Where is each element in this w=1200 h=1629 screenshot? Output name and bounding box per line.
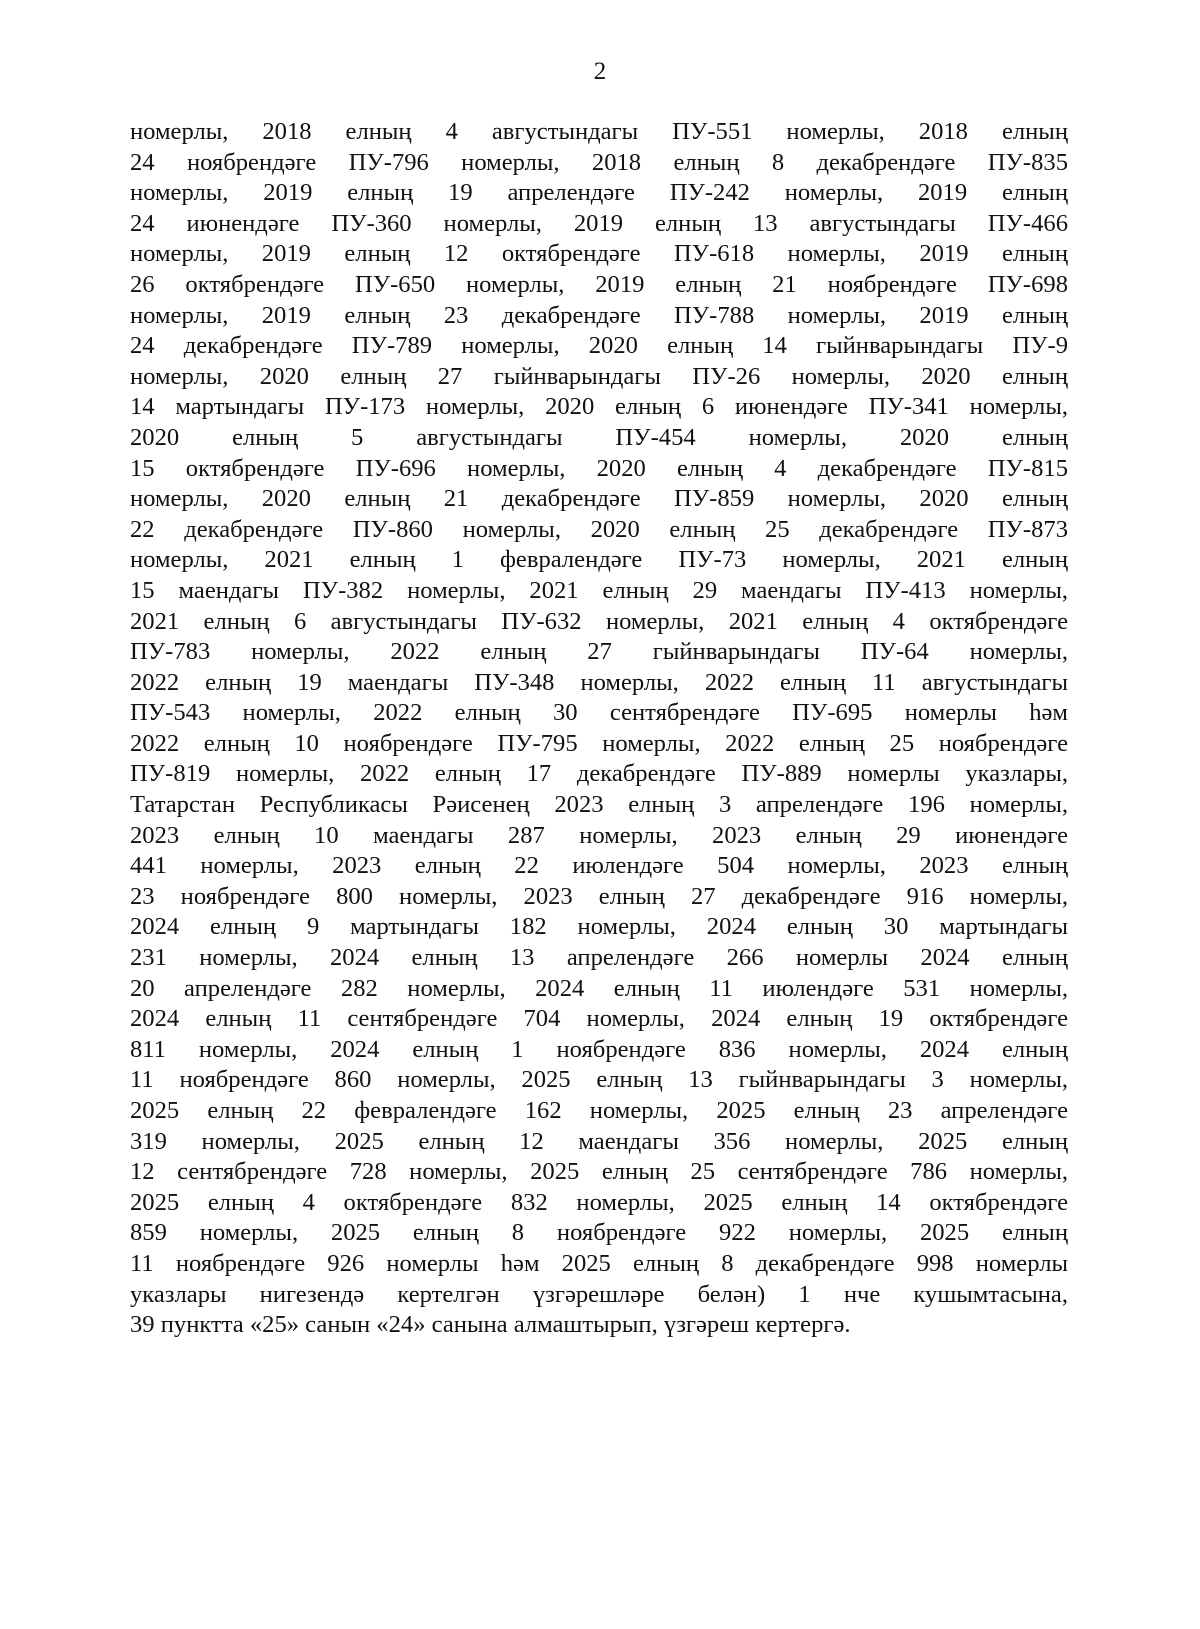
text-line: 2022 елның 19 маендагы ПУ-348 номерлы, 2022 елның 11 августындагы [130,668,1068,696]
text-line: номерлы, 2020 елның 21 декабрендәге ПУ-859 номерлы, 2020 елның [130,485,1068,513]
text-line: 2023 елның 10 маендагы 287 номерлы, 2023 елның 29 июнендәге [130,821,1068,849]
text-line: номерлы, 2021 елның 1 февралендәге ПУ-73 номерлы, 2021 елның [130,546,1068,574]
text-line: 859 номерлы, 2025 елның 8 ноябрендәге 922 номерлы, 2025 елның [130,1219,1068,1247]
text-line: ПУ-543 номерлы, 2022 елның 30 сентябрендәге ПУ-695 номерлы һәм [130,699,1068,727]
text-line: 12 сентябрендәге 728 номерлы, 2025 елның 25 сентябрендәге 786 номерлы, [130,1158,1068,1186]
text-line-last: 39 пунктта «25» санын «24» санына алмаштырып, үзгәреш кертергә. [130,1311,851,1339]
body-text [130,117,1068,1341]
text-line: 20 апрелендәге 282 номерлы, 2024 елның 11 июлендәге 531 номерлы, [130,974,1068,1002]
text-line: 24 декабрендәге ПУ-789 номерлы, 2020 елның 14 гыйнварындагы ПУ-9 [130,332,1068,360]
text-line: 11 ноябрендәге 860 номерлы, 2025 елның 13 гыйнварындагы 3 номерлы, [130,1066,1068,1094]
text-line: 2025 елның 4 октябрендәге 832 номерлы, 2025 елның 14 октябрендәге [130,1188,1068,1216]
text-line: 15 маендагы ПУ-382 номерлы, 2021 елның 29 маендагы ПУ-413 номерлы, [130,576,1068,604]
text-line: 11 ноябрендәге 926 номерлы һәм 2025 елның 8 декабрендәге 998 номерлы [130,1249,1068,1277]
text-line: 2020 елның 5 августындагы ПУ-454 номерлы, 2020 елның [130,423,1068,451]
text-line: 2021 елның 6 августындагы ПУ-632 номерлы, 2021 елның 4 октябрендәге [130,607,1068,635]
text-line: 14 мартындагы ПУ-173 номерлы, 2020 елның 6 июнендәге ПУ-341 номерлы, [130,393,1068,421]
text-line: номерлы, 2019 елның 19 апрелендәге ПУ-242 номерлы, 2019 елның [130,179,1068,207]
text-line: указлары нигезендә кертелгән үзгәрешләре белән) 1 нче кушымтасына, [130,1280,1068,1308]
text-line: ПУ-819 номерлы, 2022 елның 17 декабрендәге ПУ-889 номерлы указлары, [130,760,1068,788]
text-line: 441 номерлы, 2023 елның 22 июлендәге 504 номерлы, 2023 елның [130,852,1068,880]
text-line: 15 октябрендәге ПУ-696 номерлы, 2020 елның 4 декабрендәге ПУ-815 [130,454,1068,482]
text-line: номерлы, 2018 елның 4 августындагы ПУ-551 номерлы, 2018 елның [130,118,1068,145]
text-line: 231 номерлы, 2024 елның 13 апрелендәге 266 номерлы 2024 елның [130,944,1068,972]
text-line: 22 декабрендәге ПУ-860 номерлы, 2020 елның 25 декабрендәге ПУ-873 [130,515,1068,543]
text-line: 23 ноябрендәге 800 номерлы, 2023 елның 27 декабрендәге 916 номерлы, [130,882,1068,910]
text-line: номерлы, 2019 елның 12 октябрендәге ПУ-618 номерлы, 2019 елның [130,240,1068,268]
text-line: Татарстан Республикасы Рәисенең 2023 елның 3 апрелендәге 196 номерлы, [130,791,1068,819]
text-line: 24 ноябрендәге ПУ-796 номерлы, 2018 елның 8 декабрендәге ПУ-835 [130,148,1068,176]
text-line: 26 октябрендәге ПУ-650 номерлы, 2019 елның 21 ноябрендәге ПУ-698 [130,270,1068,298]
text-line: 319 номерлы, 2025 елның 12 маендагы 356 номерлы, 2025 елның [130,1127,1068,1155]
text-line: номерлы, 2020 елның 27 гыйнварындагы ПУ-26 номерлы, 2020 елның [130,362,1068,390]
text-line: 24 июнендәге ПУ-360 номерлы, 2019 елның 13 августындагы ПУ-466 [130,209,1068,237]
text-line: 2025 елның 22 февралендәге 162 номерлы, 2025 елның 23 апрелендәге [130,1097,1068,1124]
text-line: номерлы, 2019 елның 23 декабрендәге ПУ-788 номерлы, 2019 елның [130,301,1068,329]
page-number: 2 [593,58,607,85]
text-line: 2022 елның 10 ноябрендәге ПУ-795 номерлы, 2022 елның 25 ноябрендәге [130,729,1068,757]
text-line: 811 номерлы, 2024 елның 1 ноябрендәге 836 номерлы, 2024 елның [130,1035,1068,1063]
text-line: 2024 елның 11 сентябрендәге 704 номерлы, 2024 елның 19 октябрендәге [130,1005,1068,1033]
text-line: 2024 елның 9 мартындагы 182 номерлы, 2024 елның 30 мартындагы [130,913,1068,941]
text-line: ПУ-783 номерлы, 2022 елның 27 гыйнварындагы ПУ-64 номерлы, [130,638,1068,666]
